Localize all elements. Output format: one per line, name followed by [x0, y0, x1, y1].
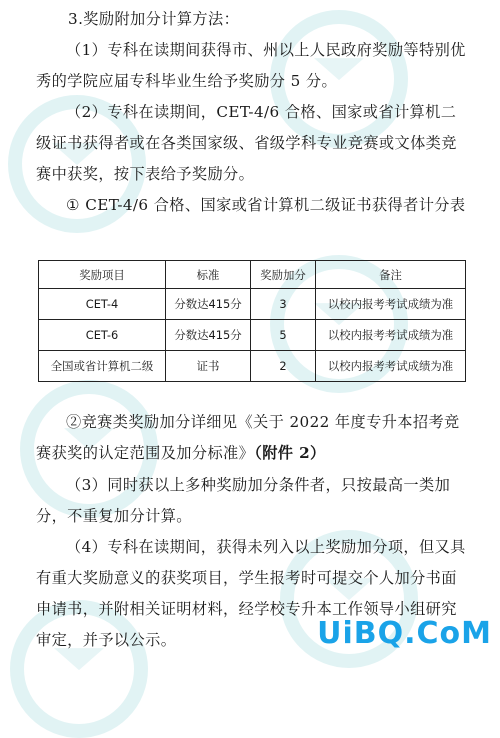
table-cell: 全国或省计算机二级: [39, 351, 166, 382]
table-cell: 分数达415分: [166, 320, 251, 351]
table-row: [39, 320, 466, 351]
paragraph-1: （1）专科在读期间获得市、州以上人民政府奖励等特别优秀的学院应届专科毕业生给予奖励分 5 分。: [36, 41, 466, 90]
table-header-row: [39, 261, 466, 289]
table-cell: CET-6: [39, 320, 166, 351]
paragraph-4: [36, 407, 466, 469]
table-cell: 2: [251, 351, 316, 382]
table-cell: 以校内报考考试成绩为准: [316, 289, 466, 320]
table-header-cell: 备注: [316, 261, 466, 289]
section-heading: 3.奖励附加分计算方法：: [68, 10, 240, 28]
table-header-cell: 奖励项目: [39, 261, 166, 289]
table-cell: 3: [251, 289, 316, 320]
table-header-cell: 标准: [166, 261, 251, 289]
table-row: [39, 289, 466, 320]
table-cell: 以校内报考考试成绩为准: [316, 320, 466, 351]
table-cell: 证书: [166, 351, 251, 382]
award-score-table: [38, 260, 466, 382]
site-logo: UiBQ . CoM: [317, 615, 492, 651]
paragraph-2: （2）专科在读期间，CET-4/6 合格、国家或省计算机二级证书获得者或在各类国家级、省级学科专业竞赛或文体类竞赛中获奖，按下表给予奖励分。: [36, 103, 457, 183]
table-cell: 以校内报考考试成绩为准: [316, 351, 466, 382]
table-cell: CET-4: [39, 289, 166, 320]
paragraph-3: ① CET-4/6 合格、国家或省计算机二级证书获得者计分表: [66, 196, 466, 214]
paragraph-5: （3）同时获以上多种奖励加分条件者，只按最高一类加分，不重复加分计算。: [36, 476, 451, 525]
table-header-cell: 奖励加分: [251, 261, 316, 289]
table-row: [39, 351, 466, 382]
paragraph-4-text: ②竞赛类奖励加分详细见《关于 2022 年度专升本招考竞赛获奖的认定范围及加分标准》: [36, 413, 460, 462]
appendix-reference: （附件 2）: [254, 444, 326, 462]
table-cell: 分数达415分: [166, 289, 251, 320]
table-cell: 5: [251, 320, 316, 351]
paragraph-6: （4）专科在读期间，获得未列入以上奖励加分项，但又具有重大奖励意义的获奖项目，学生报考时可提交个人加分书面申请书，并附相关证明材料，经学校专升本工作领导小组研究审定，并予以公示。: [36, 538, 466, 649]
